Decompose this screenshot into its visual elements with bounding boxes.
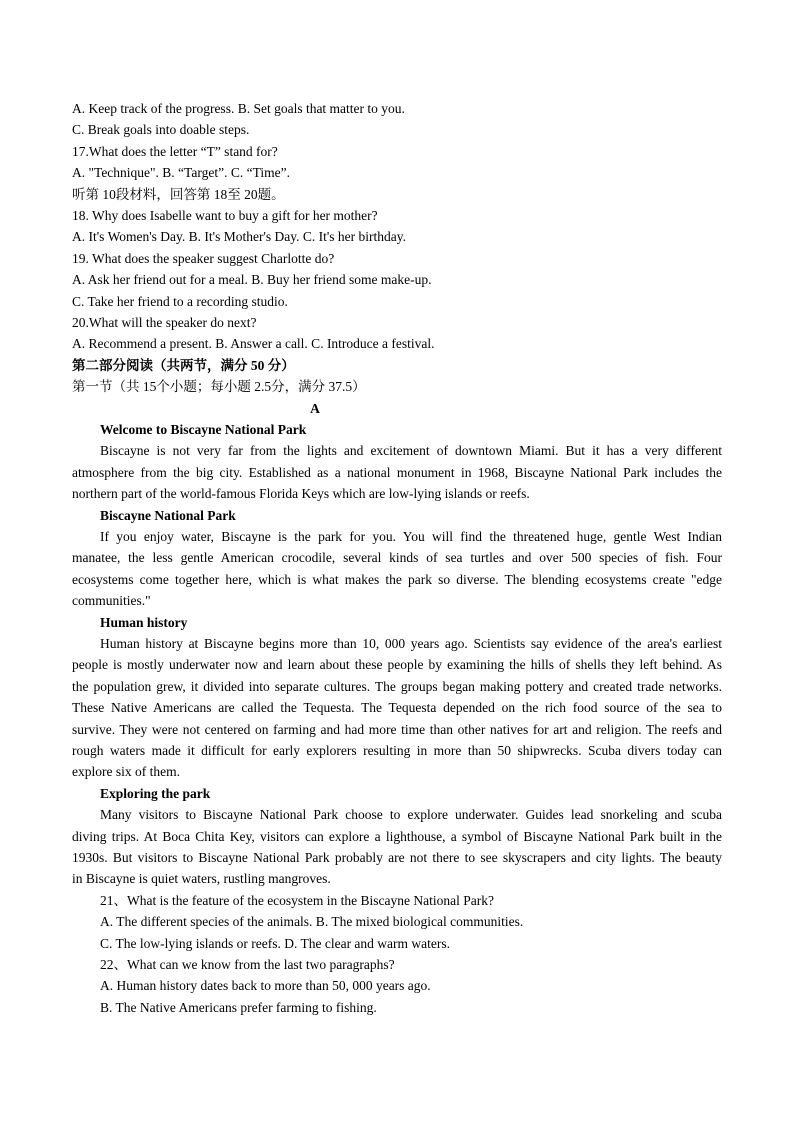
paragraph-line: Biscayne is not very far from the lights and excitement of downtown Miami. But it has a very different (100, 443, 722, 459)
paragraph-line: If you enjoy water, Biscayne is the park for you. You will find the threatened huge, gentle West Indian (100, 529, 722, 544)
paragraph-line: Human history at Biscayne begins more than 10, 000 years ago. Scientists say evidence of the area's earliest (100, 636, 722, 651)
section-instruction: 听第 10段材料，回答第 18至 20题。 (72, 186, 285, 202)
paragraph-line: 1930s. But visitors to Biscayne National Park probably are not there to see skyscrapers and city lights. The beauty (72, 850, 722, 865)
q22-option-b: B. The Native Americans prefer farming to fishing. (100, 999, 377, 1015)
subheading: Exploring the park (100, 785, 211, 801)
q16-options-ab: A. Keep track of the progress. B. Set goals that matter to you. (72, 101, 405, 116)
subheading: Biscayne National Park (100, 507, 236, 523)
paragraph-line: rough waters made it difficult for early explorers resulting in more than 50 shipwrecks. Scuba divers today can (72, 743, 722, 758)
q22-option-a: A. Human history dates back to more than 50, 000 years ago. (100, 978, 431, 994)
paragraph-line: These Native Americans are called the Tequesta. The Tequesta depended on the rich food source of the sea to (72, 700, 722, 716)
q19-option-c: C. Take her friend to a recording studio. (72, 293, 288, 309)
q19-question: 19. What does the speaker suggest Charlotte do? (72, 250, 335, 266)
paragraph-line: the population grew, it divided into separate cultures. The groups began making pottery and created trade networks. (72, 678, 722, 694)
q20-question: 20.What will the speaker do next? (72, 315, 257, 330)
q17-options: A. "Technique". B. “Target”. C. “Time”. (72, 165, 290, 181)
q21-question: 21、What is the feature of the ecosystem in the Biscayne National Park? (100, 892, 494, 908)
q20-options: A. Recommend a present. B. Answer a call. C. Introduce a festival. (72, 336, 435, 352)
paragraph-line: Many visitors to Biscayne National Park choose to explore underwater. Guides lead snorkeling and scuba (100, 807, 722, 823)
q16-option-c: C. Break goals into doable steps. (72, 122, 250, 138)
paragraph-line: ecosystems come together here, which is what makes the park so diverse. The blending ecosystems create "edge (72, 571, 722, 587)
paragraph-line: northern part of the world-famous Florida Keys which are low-lying islands or reefs. (72, 486, 530, 502)
q18-options: A. It's Women's Day. B. It's Mother's Day. C. It's her birthday. (72, 229, 407, 245)
paragraph-line: atmosphere from the big city. Established as a national monument in 1968, Biscayne National Park includes the (72, 464, 722, 480)
section-one-heading: 第一节（共 15个小题；每小题 2.5分，满分 37.5） (72, 379, 366, 395)
q17-question: 17.What does the letter “T” stand for? (72, 143, 278, 159)
q21-options-cd: C. The low-lying islands or reefs. D. The clear and warm waters. (100, 935, 451, 951)
q19-options-ab: A. Ask her friend out for a meal. B. Buy her friend some make-up. (72, 272, 432, 288)
paragraph-line: manatee, the less gentle American crocodile, several kinds of sea turtles and over 500 species of fish. Four (72, 550, 722, 566)
paragraph-line: people is mostly underwater now and learn about these people by examining the hills of shells they left behind. As (72, 657, 722, 673)
q18-question: 18. Why does Isabelle want to buy a gift for her mother? (72, 208, 378, 223)
passage-title: Welcome to Biscayne National Park (100, 422, 307, 437)
paragraph-line: explore six of them. (72, 764, 180, 780)
subheading: Human history (100, 614, 188, 630)
paragraph-line: survive. They were not centered on farming and had more time than other natives for art and religion. The reefs and (72, 721, 722, 737)
part-two-heading: 第二部分阅读（共两节，满分 50 分） (72, 357, 295, 373)
paragraph-line: communities." (72, 593, 151, 609)
paragraph-line: diving trips. At Boca Chita Key, visitors can explore a lighthouse, a symbol of Biscayne National Park built in the (72, 828, 722, 844)
passage-letter: A (310, 400, 320, 416)
paragraph-line: in Biscayne is quiet waters, rustling mangroves. (72, 871, 331, 887)
q21-options-ab: A. The different species of the animals. B. The mixed biological communities. (100, 914, 524, 930)
q22-question: 22、What can we know from the last two paragraphs? (100, 957, 395, 972)
